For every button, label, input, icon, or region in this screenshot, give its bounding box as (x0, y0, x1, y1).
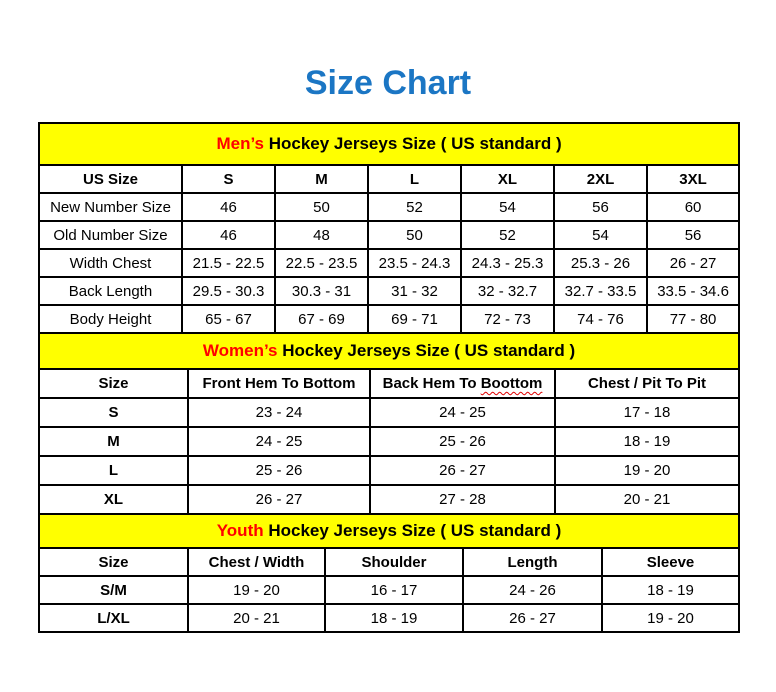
col-header-shoulder: Shoulder (325, 548, 463, 576)
col-header-chest-pit: Chest / Pit To Pit (555, 369, 739, 398)
cell-value: 23.5 - 24.3 (368, 249, 461, 277)
cell-value: 33.5 - 34.6 (647, 277, 739, 305)
cell-value: 72 - 73 (461, 305, 554, 333)
cell-value: 26 - 27 (463, 604, 602, 632)
size-chart (38, 122, 738, 633)
womens-section-title (39, 333, 739, 369)
cell-value: 46 (182, 193, 275, 221)
cell-value: 25.3 - 26 (554, 249, 647, 277)
cell-value: 16 - 17 (325, 576, 463, 604)
womens-band-rest: Hockey Jerseys Size ( US standard ) (277, 341, 576, 360)
womens-section-band (39, 333, 739, 369)
col-header-back-hem (370, 369, 555, 398)
table-row-women-m (39, 427, 739, 456)
cell-value: 18 - 19 (325, 604, 463, 632)
cell-value: 31 - 32 (368, 277, 461, 305)
col-header-us-size: US Size (39, 165, 182, 193)
table-row-old-number-size (39, 221, 739, 249)
cell-value: 24 - 26 (463, 576, 602, 604)
womens-header-row (39, 369, 739, 398)
table-row-women-l (39, 456, 739, 485)
cell-value: 54 (461, 193, 554, 221)
cell-value: 67 - 69 (275, 305, 368, 333)
cell-value: 25 - 26 (370, 427, 555, 456)
col-header-l: L (368, 165, 461, 193)
row-label: L/XL (39, 604, 188, 632)
table-row-back-length (39, 277, 739, 305)
cell-value: 32 - 32.7 (461, 277, 554, 305)
cell-value: 19 - 20 (602, 604, 739, 632)
youth-accent-word: Youth (216, 521, 264, 540)
table-row-women-xl (39, 485, 739, 514)
cell-value: 20 - 21 (555, 485, 739, 514)
mens-size-table (38, 122, 740, 334)
col-header-size: Size (39, 369, 188, 398)
col-header-front-hem: Front Hem To Bottom (188, 369, 370, 398)
col-header-sleeve: Sleeve (602, 548, 739, 576)
cell-value: 74 - 76 (554, 305, 647, 333)
cell-value: 30.3 - 31 (275, 277, 368, 305)
col-header-chest-width: Chest / Width (188, 548, 325, 576)
col-header-m: M (275, 165, 368, 193)
row-label: XL (39, 485, 188, 514)
cell-value: 54 (554, 221, 647, 249)
cell-value: 60 (647, 193, 739, 221)
mens-accent-word: Men’s (216, 134, 264, 153)
cell-value: 19 - 20 (188, 576, 325, 604)
cell-value: 17 - 18 (555, 398, 739, 427)
cell-value: 24.3 - 25.3 (461, 249, 554, 277)
mens-header-row (39, 165, 739, 193)
cell-value: 21.5 - 22.5 (182, 249, 275, 277)
col-header-2xl: 2XL (554, 165, 647, 193)
page-title: Size Chart (304, 64, 472, 102)
misspelled-word: Boottom (480, 375, 543, 392)
cell-value: 18 - 19 (602, 576, 739, 604)
cell-value: 18 - 19 (555, 427, 739, 456)
cell-value: 48 (275, 221, 368, 249)
cell-value: 26 - 27 (370, 456, 555, 485)
cell-value: 25 - 26 (188, 456, 370, 485)
row-label: Width Chest (39, 249, 182, 277)
mens-band-rest: Hockey Jerseys Size ( US standard ) (264, 134, 562, 153)
row-label: Old Number Size (39, 221, 182, 249)
cell-value: 29.5 - 30.3 (182, 277, 275, 305)
row-label: Body Height (39, 305, 182, 333)
cell-value: 32.7 - 33.5 (554, 277, 647, 305)
youth-size-table (38, 513, 740, 633)
womens-size-table (38, 332, 740, 515)
table-row-youth-sm (39, 576, 739, 604)
table-row-youth-lxl (39, 604, 739, 632)
cell-value: 50 (275, 193, 368, 221)
cell-value: 56 (647, 221, 739, 249)
cell-value: 56 (554, 193, 647, 221)
cell-value: 50 (368, 221, 461, 249)
cell-value: 52 (461, 221, 554, 249)
table-row-body-height (39, 305, 739, 333)
cell-value: 46 (182, 221, 275, 249)
row-label: S (39, 398, 188, 427)
table-row-women-s (39, 398, 739, 427)
mens-section-title (39, 123, 739, 165)
row-label: Back Length (39, 277, 182, 305)
cell-value: 26 - 27 (188, 485, 370, 514)
col-header-size: Size (39, 548, 188, 576)
mens-section-band (39, 123, 739, 165)
cell-value: 22.5 - 23.5 (275, 249, 368, 277)
cell-value: 69 - 71 (368, 305, 461, 333)
col-header-s: S (182, 165, 275, 193)
back-hem-prefix: Back Hem To (382, 375, 481, 392)
row-label: M (39, 427, 188, 456)
cell-value: 27 - 28 (370, 485, 555, 514)
cell-value: 20 - 21 (188, 604, 325, 632)
cell-value: 52 (368, 193, 461, 221)
row-label: L (39, 456, 188, 485)
cell-value: 77 - 80 (647, 305, 739, 333)
cell-value: 24 - 25 (188, 427, 370, 456)
youth-header-row (39, 548, 739, 576)
youth-band-rest: Hockey Jerseys Size ( US standard ) (263, 521, 562, 540)
youth-section-band (39, 514, 739, 548)
womens-accent-word: Women’s (202, 341, 278, 360)
cell-value: 26 - 27 (647, 249, 739, 277)
row-label: New Number Size (39, 193, 182, 221)
col-header-length: Length (463, 548, 602, 576)
row-label: S/M (39, 576, 188, 604)
col-header-xl: XL (461, 165, 554, 193)
cell-value: 65 - 67 (182, 305, 275, 333)
col-header-3xl: 3XL (647, 165, 739, 193)
cell-value: 23 - 24 (188, 398, 370, 427)
cell-value: 24 - 25 (370, 398, 555, 427)
youth-section-title (39, 514, 739, 548)
cell-value: 19 - 20 (555, 456, 739, 485)
table-row-new-number-size (39, 193, 739, 221)
table-row-width-chest (39, 249, 739, 277)
